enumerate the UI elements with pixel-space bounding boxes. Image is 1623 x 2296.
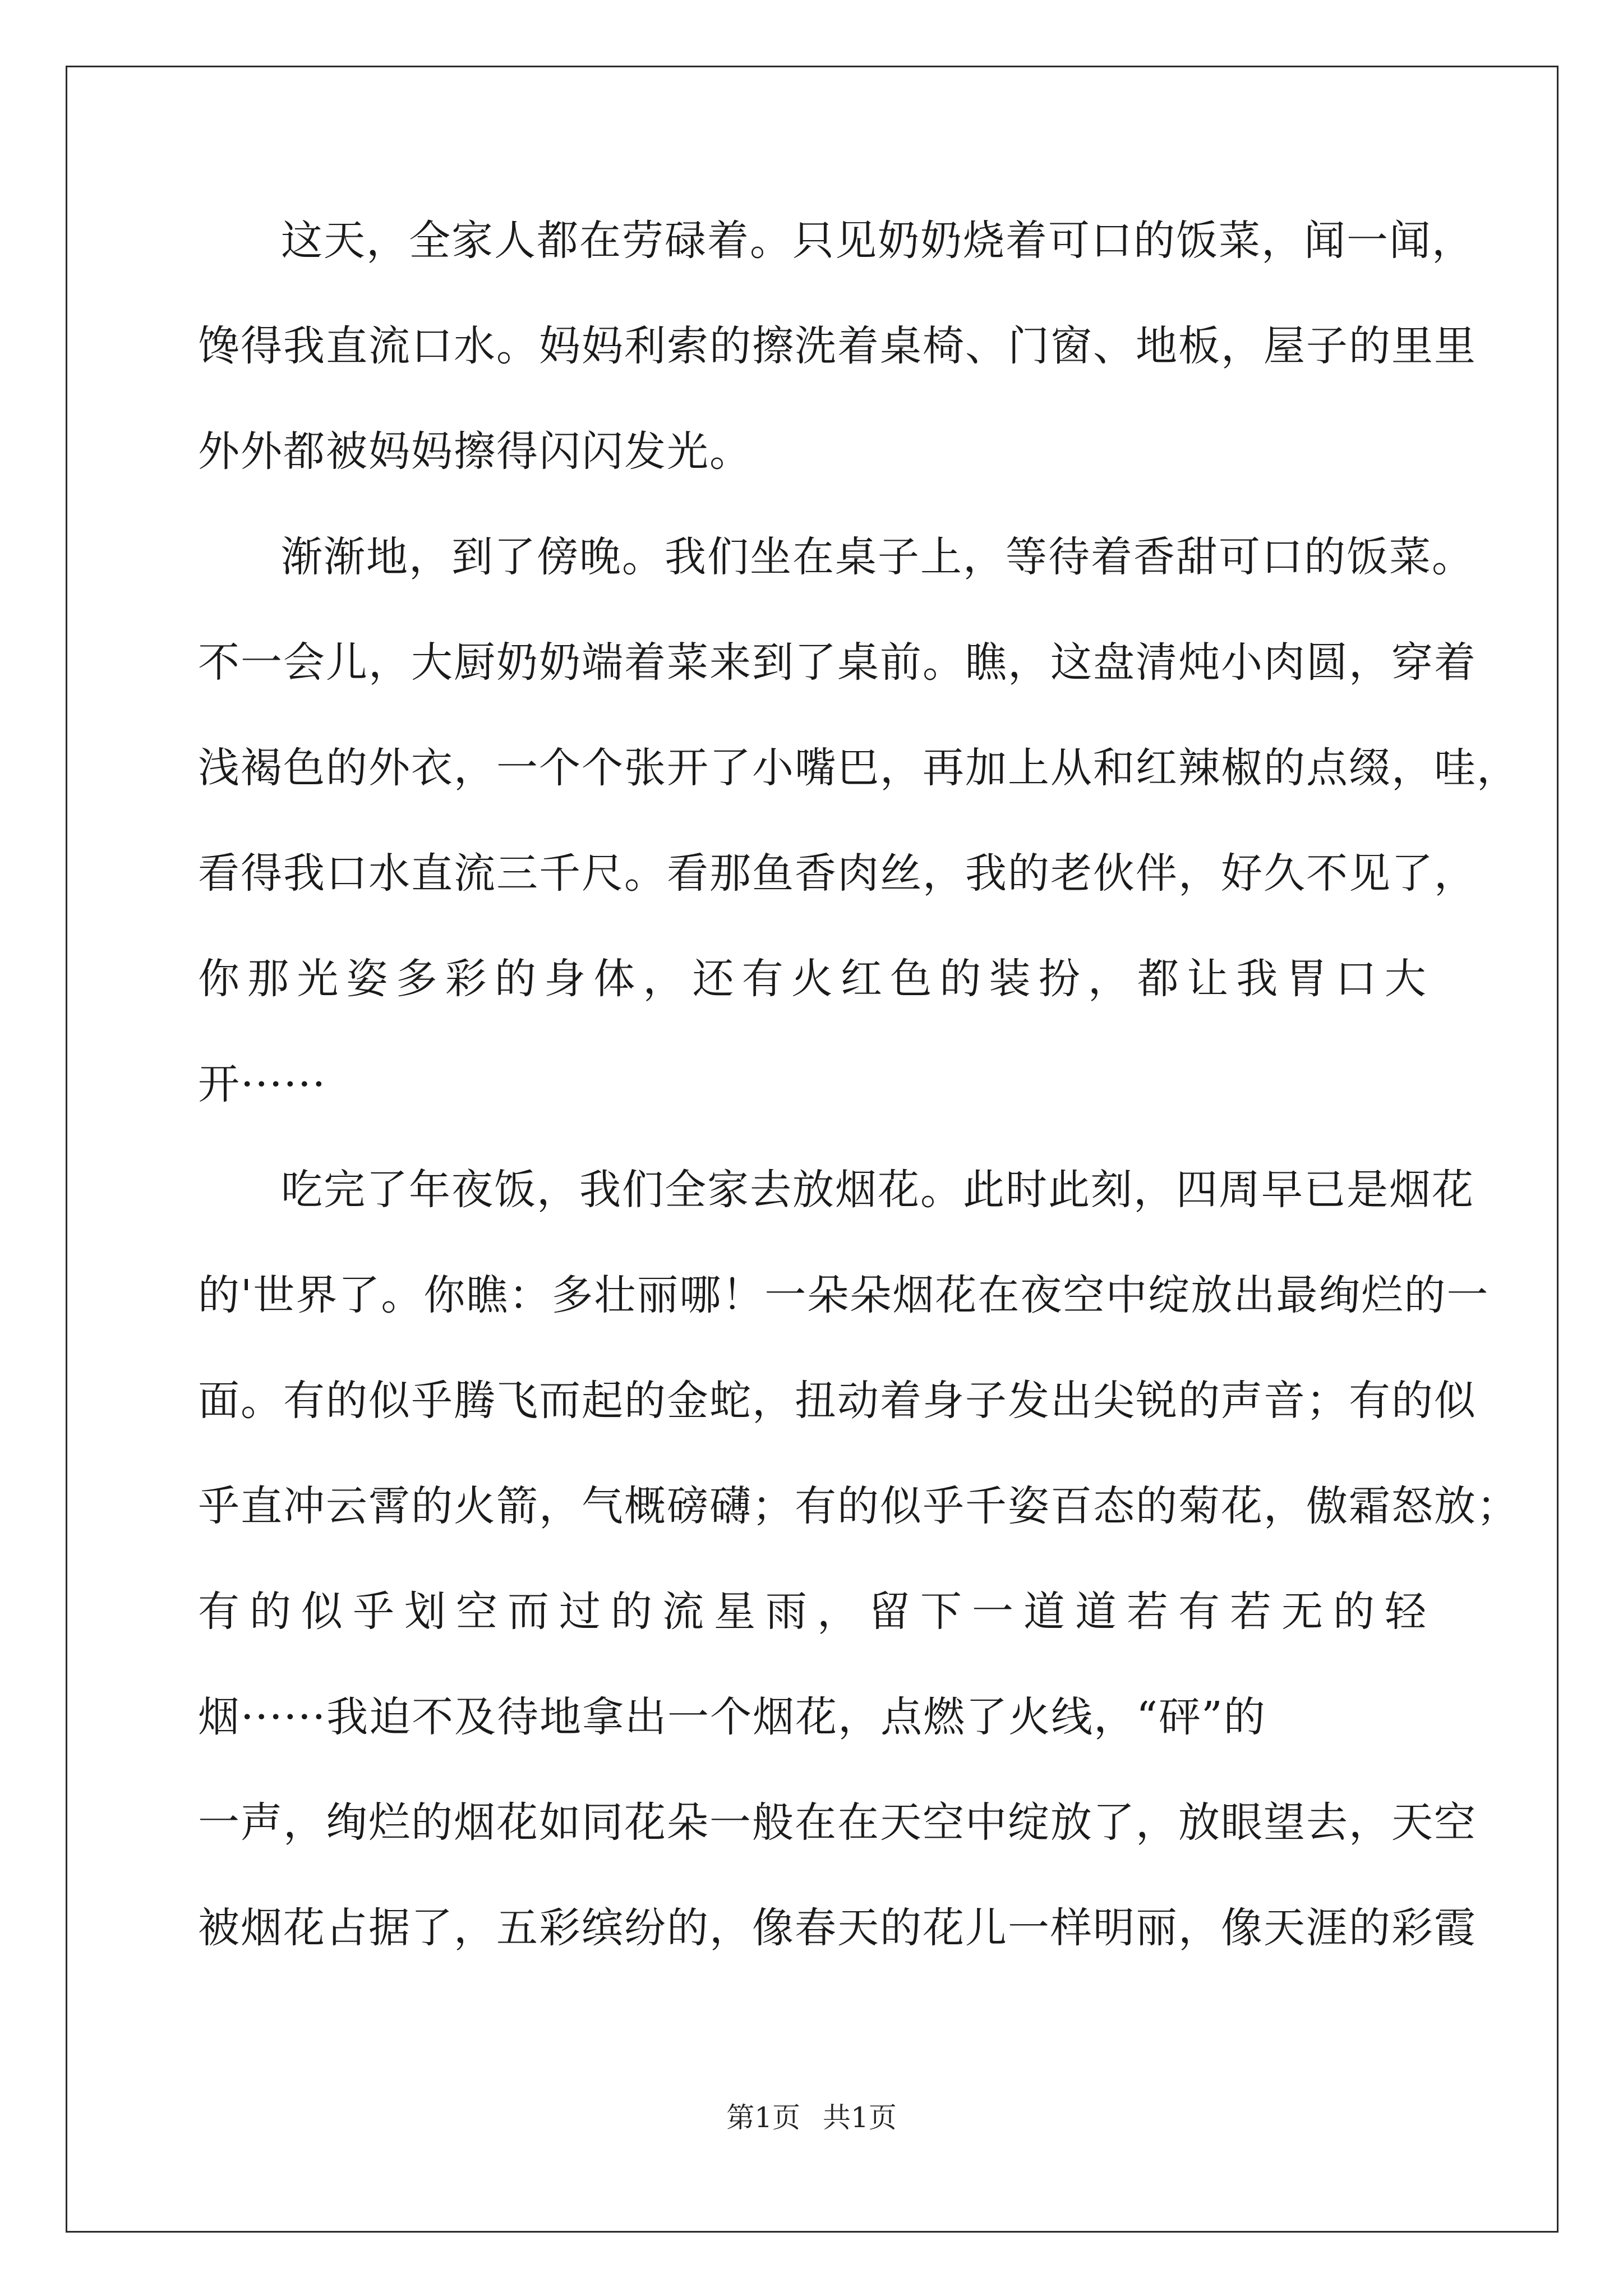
- justified-char: 色: [890, 955, 932, 1003]
- paragraph-3-line-7: 一声，绚烂的烟花如同花朵一般在在天空中绽放了，放眼望去，天空: [198, 1798, 1477, 1847]
- justified-char: 都: [1137, 955, 1179, 1003]
- page-number-total: 共1页: [822, 2101, 897, 2134]
- justified-char: 有: [741, 955, 783, 1003]
- paragraph-2-line-4: 看得我口水直流三千尺。看那鱼香肉丝，我的老伙伴，好久不见了，: [198, 849, 1477, 898]
- justified-char: ，: [817, 1588, 859, 1636]
- justified-char: 的: [494, 955, 536, 1003]
- justified-char: 的: [611, 1588, 652, 1636]
- justified-char: 无: [1281, 1588, 1323, 1636]
- justified-char: 姿: [346, 955, 388, 1003]
- paragraph-3-line-2: 的'世界了。你瞧：多壮丽哪！一朵朵烟花在夜空中绽放出最绚烂的一: [198, 1271, 1490, 1319]
- justified-char: 大: [1384, 955, 1426, 1003]
- justified-char: 还: [692, 955, 734, 1003]
- justified-char: 的: [250, 1588, 291, 1636]
- justified-char: 若: [1127, 1588, 1168, 1636]
- paragraph-3-line-8: 被烟花占据了，五彩缤纷的，像春天的花儿一样明丽，像天涯的彩霞: [198, 1904, 1477, 1952]
- justified-char: 下: [920, 1588, 962, 1636]
- justified-char: 而: [508, 1588, 549, 1636]
- paragraph-2-line-2: 不一会儿，大厨奶奶端着菜来到了桌前。瞧，这盘清炖小肉圆，穿着: [198, 638, 1477, 687]
- paragraph-1-line-3: 外外都被妈妈擦得闪闪发光。: [198, 427, 752, 476]
- paragraph-2-line-5: [198, 953, 1426, 1058]
- justified-char: 道: [1023, 1588, 1065, 1636]
- justified-char: 扮: [1038, 955, 1080, 1003]
- justified-char: 装: [989, 955, 1031, 1003]
- justified-char: 体: [593, 955, 635, 1003]
- justified-char: 乎: [353, 1588, 394, 1636]
- justified-char: 似: [301, 1588, 343, 1636]
- justified-char: 轻: [1385, 1588, 1426, 1636]
- paragraph-3-line-4: 乎直冲云霄的火箭，气概磅礴；有的似乎千姿百态的菊花，傲霜怒放；: [198, 1482, 1519, 1530]
- paragraph-3-line-6: 烟······我迫不及待地拿出一个烟花，点燃了火线，“砰”的: [198, 1693, 1266, 1741]
- justified-char: 有: [1178, 1588, 1220, 1636]
- paragraph-2-line-1: 渐渐地，到了傍晚。我们坐在桌子上，等待着香甜可口的饭菜。: [281, 533, 1474, 581]
- paragraph-3-line-5: [198, 1585, 1426, 1691]
- justified-char: 光: [297, 955, 339, 1003]
- justified-char: ，: [643, 955, 685, 1003]
- justified-char: 你: [198, 955, 239, 1003]
- paragraph-2-line-3: 浅褐色的外衣，一个个张开了小嘴巴，再加上从和红辣椒的点缀，哇，: [198, 744, 1519, 792]
- page-number-current: 第1页: [726, 2101, 801, 2134]
- justified-char: 星: [714, 1588, 755, 1636]
- justified-char: 流: [662, 1588, 704, 1636]
- justified-char: 空: [456, 1588, 497, 1636]
- justified-char: 让: [1187, 955, 1229, 1003]
- justified-char: 身: [544, 955, 586, 1003]
- paragraph-1-line-2: 馋得我直流口水。妈妈利索的擦洗着桌椅、门窗、地板，屋子的里里: [198, 322, 1477, 370]
- justified-char: 的: [939, 955, 981, 1003]
- justified-char: 红: [841, 955, 883, 1003]
- paragraph-3-line-1: 吃完了年夜饭，我们全家去放烟花。此时此刻，四周早已是烟花: [281, 1166, 1474, 1214]
- justified-char: 留: [869, 1588, 910, 1636]
- justified-char: 多: [395, 955, 437, 1003]
- justified-char: 那: [247, 955, 289, 1003]
- justified-char: 划: [404, 1588, 446, 1636]
- paragraph-1-line-1: 这天，全家人都在劳碌着。只见奶奶烧着可口的饭菜，闻一闻，: [281, 217, 1474, 265]
- justified-char: 胃: [1285, 955, 1327, 1003]
- justified-char: 彩: [445, 955, 487, 1003]
- justified-char: 的: [1333, 1588, 1375, 1636]
- justified-char: 火: [791, 955, 833, 1003]
- justified-char: 有: [198, 1588, 239, 1636]
- justified-char: 过: [559, 1588, 601, 1636]
- paragraph-3-line-3: 面。有的似乎腾飞而起的金蛇，扭动着身子发出尖锐的声音；有的似: [198, 1377, 1477, 1425]
- page-footer: [0, 2101, 1623, 2134]
- justified-char: 口: [1335, 955, 1377, 1003]
- justified-char: 道: [1075, 1588, 1117, 1636]
- justified-char: 一: [972, 1588, 1013, 1636]
- justified-char: 我: [1236, 955, 1278, 1003]
- document-body: [198, 214, 1519, 2007]
- justified-char: ，: [1087, 955, 1129, 1003]
- justified-char: 雨: [766, 1588, 807, 1636]
- paragraph-2-line-6: 开······: [198, 1060, 327, 1108]
- justified-char: 若: [1230, 1588, 1271, 1636]
